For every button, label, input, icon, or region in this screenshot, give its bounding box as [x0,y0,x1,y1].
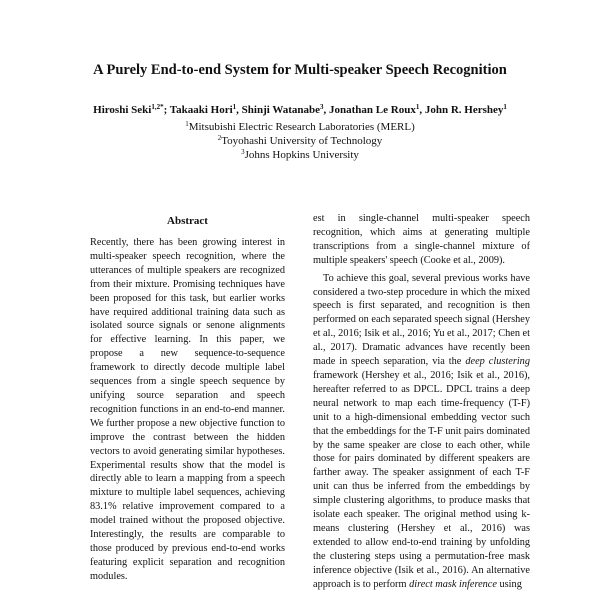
affiliation: $^2$Toyohashi University of Technology [217,134,383,147]
author: Hiroshi Seki$^{1,2*}$; [93,103,170,116]
paper-title: A Purely End-to-end System for Multi-speaker Speech Recognition [93,62,507,78]
affiliation-list [0,120,600,162]
affiliation: $^1$Mitsubishi Electric Research Laboratories (MERL) [185,120,415,133]
abstract-body: Recently, there has been growing interest in multi-speaker speech recognition, where the utterances of multiple speakers are recognized from their mixture. Promising techniques have been proposed for this task, but earlier works have required additional training data such as isolated source signals or senone alignments for effective learning. In this paper, we propose a new sequence-to-sequence framework to directly decode multiple label sequences from a single speech sequence by unifying source separation and speech recognition functions in an end-to-end manner. We further propose a new objective function to improve the contrast between the hidden vectors to avoid generating similar hypotheses. Experimental results show that the model is directly able to learn a mapping from a speech mixture to multiple label sequences, achieving 83.1% relative improvement compared to a model trained without the proposed objective. Interestingly, the results are comparable to those produced by previous end-to-end works featuring explicit separation and recognition modules. [90,237,285,582]
author: Shinji Watanabe$^3$, [241,103,330,116]
intro-paragraph-2: To achieve this goal, several previous works have considered a two-step procedure in which the mixed speech is first separated, and recognition is then performed on each separated speech signal (Hershey et al., 2016; Isik et al., 2016; Yu et al., 2017; Chen et al., 2017). Dramatic advances have recently been made in speech separation, via the deep clustering framework (Hershey et al., 2016; Isik et al., 2016), hereafter referred to as DPCL. DPCL trains a deep neural network to map each time-frequency (T-F) unit to a high-dimensional embedding vector such that the embeddings for the T-F unit pairs dominated by the same speaker are close to each other, while those for pairs dominated by different speakers are farther away. The speaker assignment of each T-F unit can thus be inferred from the embeddings by simple clustering algorithms, to produce masks that isolate each speaker. The original method using k-means clustering (Hershey et al., 2016) was extended to allow end-to-end training by unfolding the clustering steps using a permutation-free mask inference objective (Isik et al., 2016). An alternative approach is to perform direct mask inference using [313,272,530,590]
author-list [0,103,600,117]
introduction-column [313,212,530,591]
author: Jonathan Le Roux$^1$, [329,103,425,116]
affiliation: $^3$Johns Hopkins University [241,148,359,161]
abstract-heading: Abstract [167,215,208,227]
author: Takaaki Hori$^1$, [169,103,242,116]
intro-paragraph-1: est in single-channel multi-speaker speech recognition, which aims at generating multiple transcriptions from a single-channel mixture of multiple speakers' speech (Cooke et al., 2009). [313,213,530,266]
author: John R. Hershey$^1$ [424,103,507,116]
